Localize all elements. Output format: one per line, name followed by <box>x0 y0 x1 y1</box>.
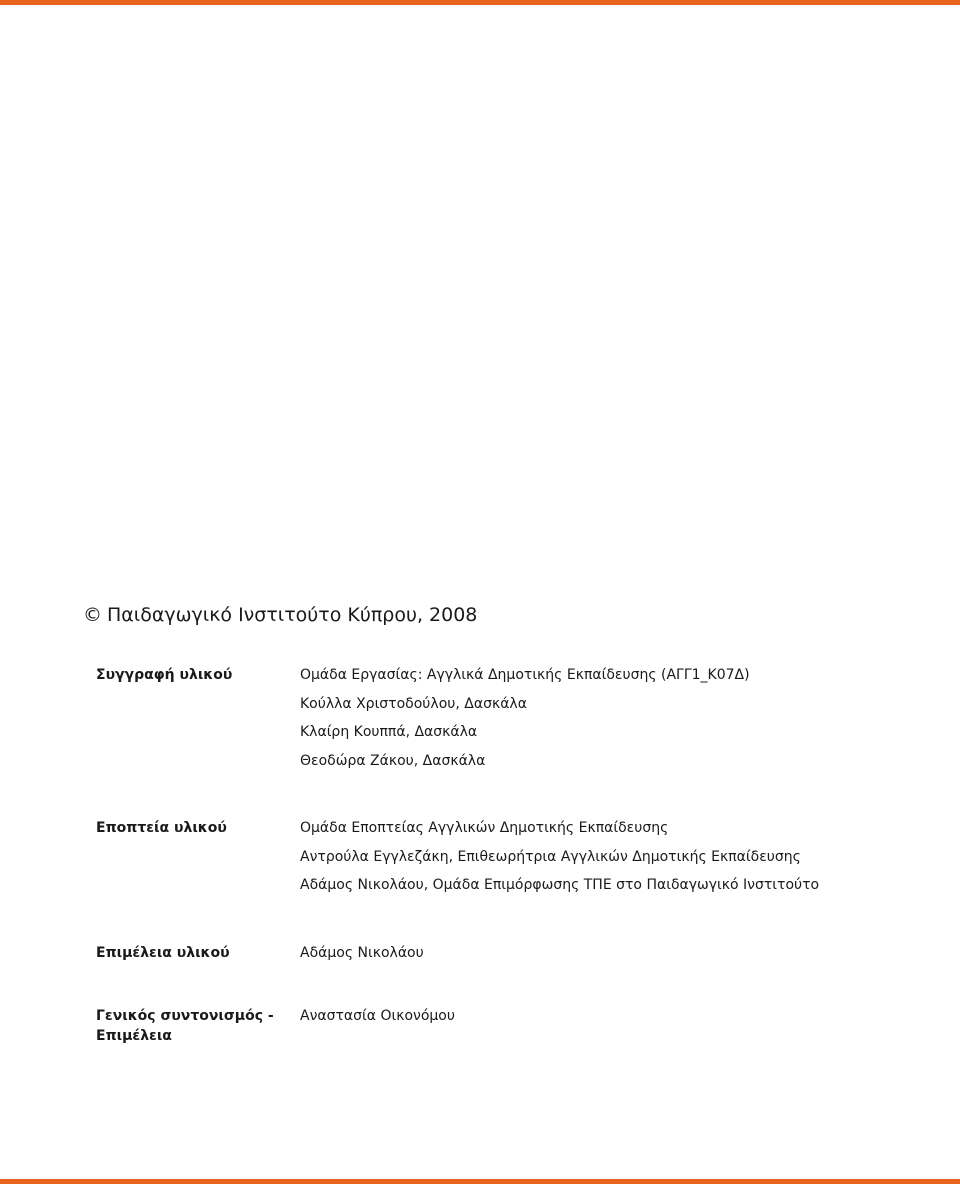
top-accent-rule <box>0 0 960 5</box>
credit-line: Αδάμος Νικολάου <box>300 944 424 961</box>
copyright-line <box>83 600 477 630</box>
credit-label: Επιμέλεια υλικού <box>96 944 230 961</box>
credit-lines <box>300 661 896 775</box>
copyright-symbol: © <box>83 604 102 626</box>
credit-group-authoring <box>96 661 896 775</box>
credit-group-editing <box>96 939 896 963</box>
copyright-text: Παιδαγωγικό Ινστιτούτο Κύπρου, 2008 <box>107 604 478 626</box>
credit-line: Αδάμος Νικολάου, Ομάδα Επιμόρφωσης ΤΠΕ στο Παιδαγωγικό Ινστιτούτο <box>300 877 820 893</box>
credit-line: Θεοδώρα Ζάκου, Δασκάλα <box>300 752 486 769</box>
credit-lines <box>300 814 896 900</box>
credit-line: Κούλλα Χριστοδούλου, Δασκάλα <box>300 695 527 712</box>
credit-lines <box>300 1002 896 1026</box>
credit-label: Γενικός συντονισμός - Επιμέλεια <box>96 1007 274 1044</box>
credit-group-supervision <box>96 814 896 900</box>
credit-line: Ομάδα Εργασίας: Αγγλικά Δημοτικής Εκπαίδευσης (ΑΓΓ1_Κ07Δ) <box>300 667 750 683</box>
credit-line: Ομάδα Εποπτείας Αγγλικών Δημοτικής Εκπαίδευσης <box>300 820 669 836</box>
credit-line: Αναστασία Οικονόμου <box>300 1007 455 1024</box>
credit-label: Συγγραφή υλικού <box>96 667 233 683</box>
credit-group-coordination <box>96 1002 896 1046</box>
credit-lines <box>300 939 896 963</box>
credits-list <box>96 661 896 1085</box>
credit-line: Κλαίρη Κουππά, Δασκάλα <box>300 724 478 740</box>
credit-line: Αντρούλα Εγγλεζάκη, Επιθεωρήτρια Αγγλικών Δημοτικής Εκπαίδευσης <box>300 848 801 865</box>
credit-label: Εποπτεία υλικού <box>96 820 227 836</box>
bottom-accent-rule <box>0 1179 960 1184</box>
